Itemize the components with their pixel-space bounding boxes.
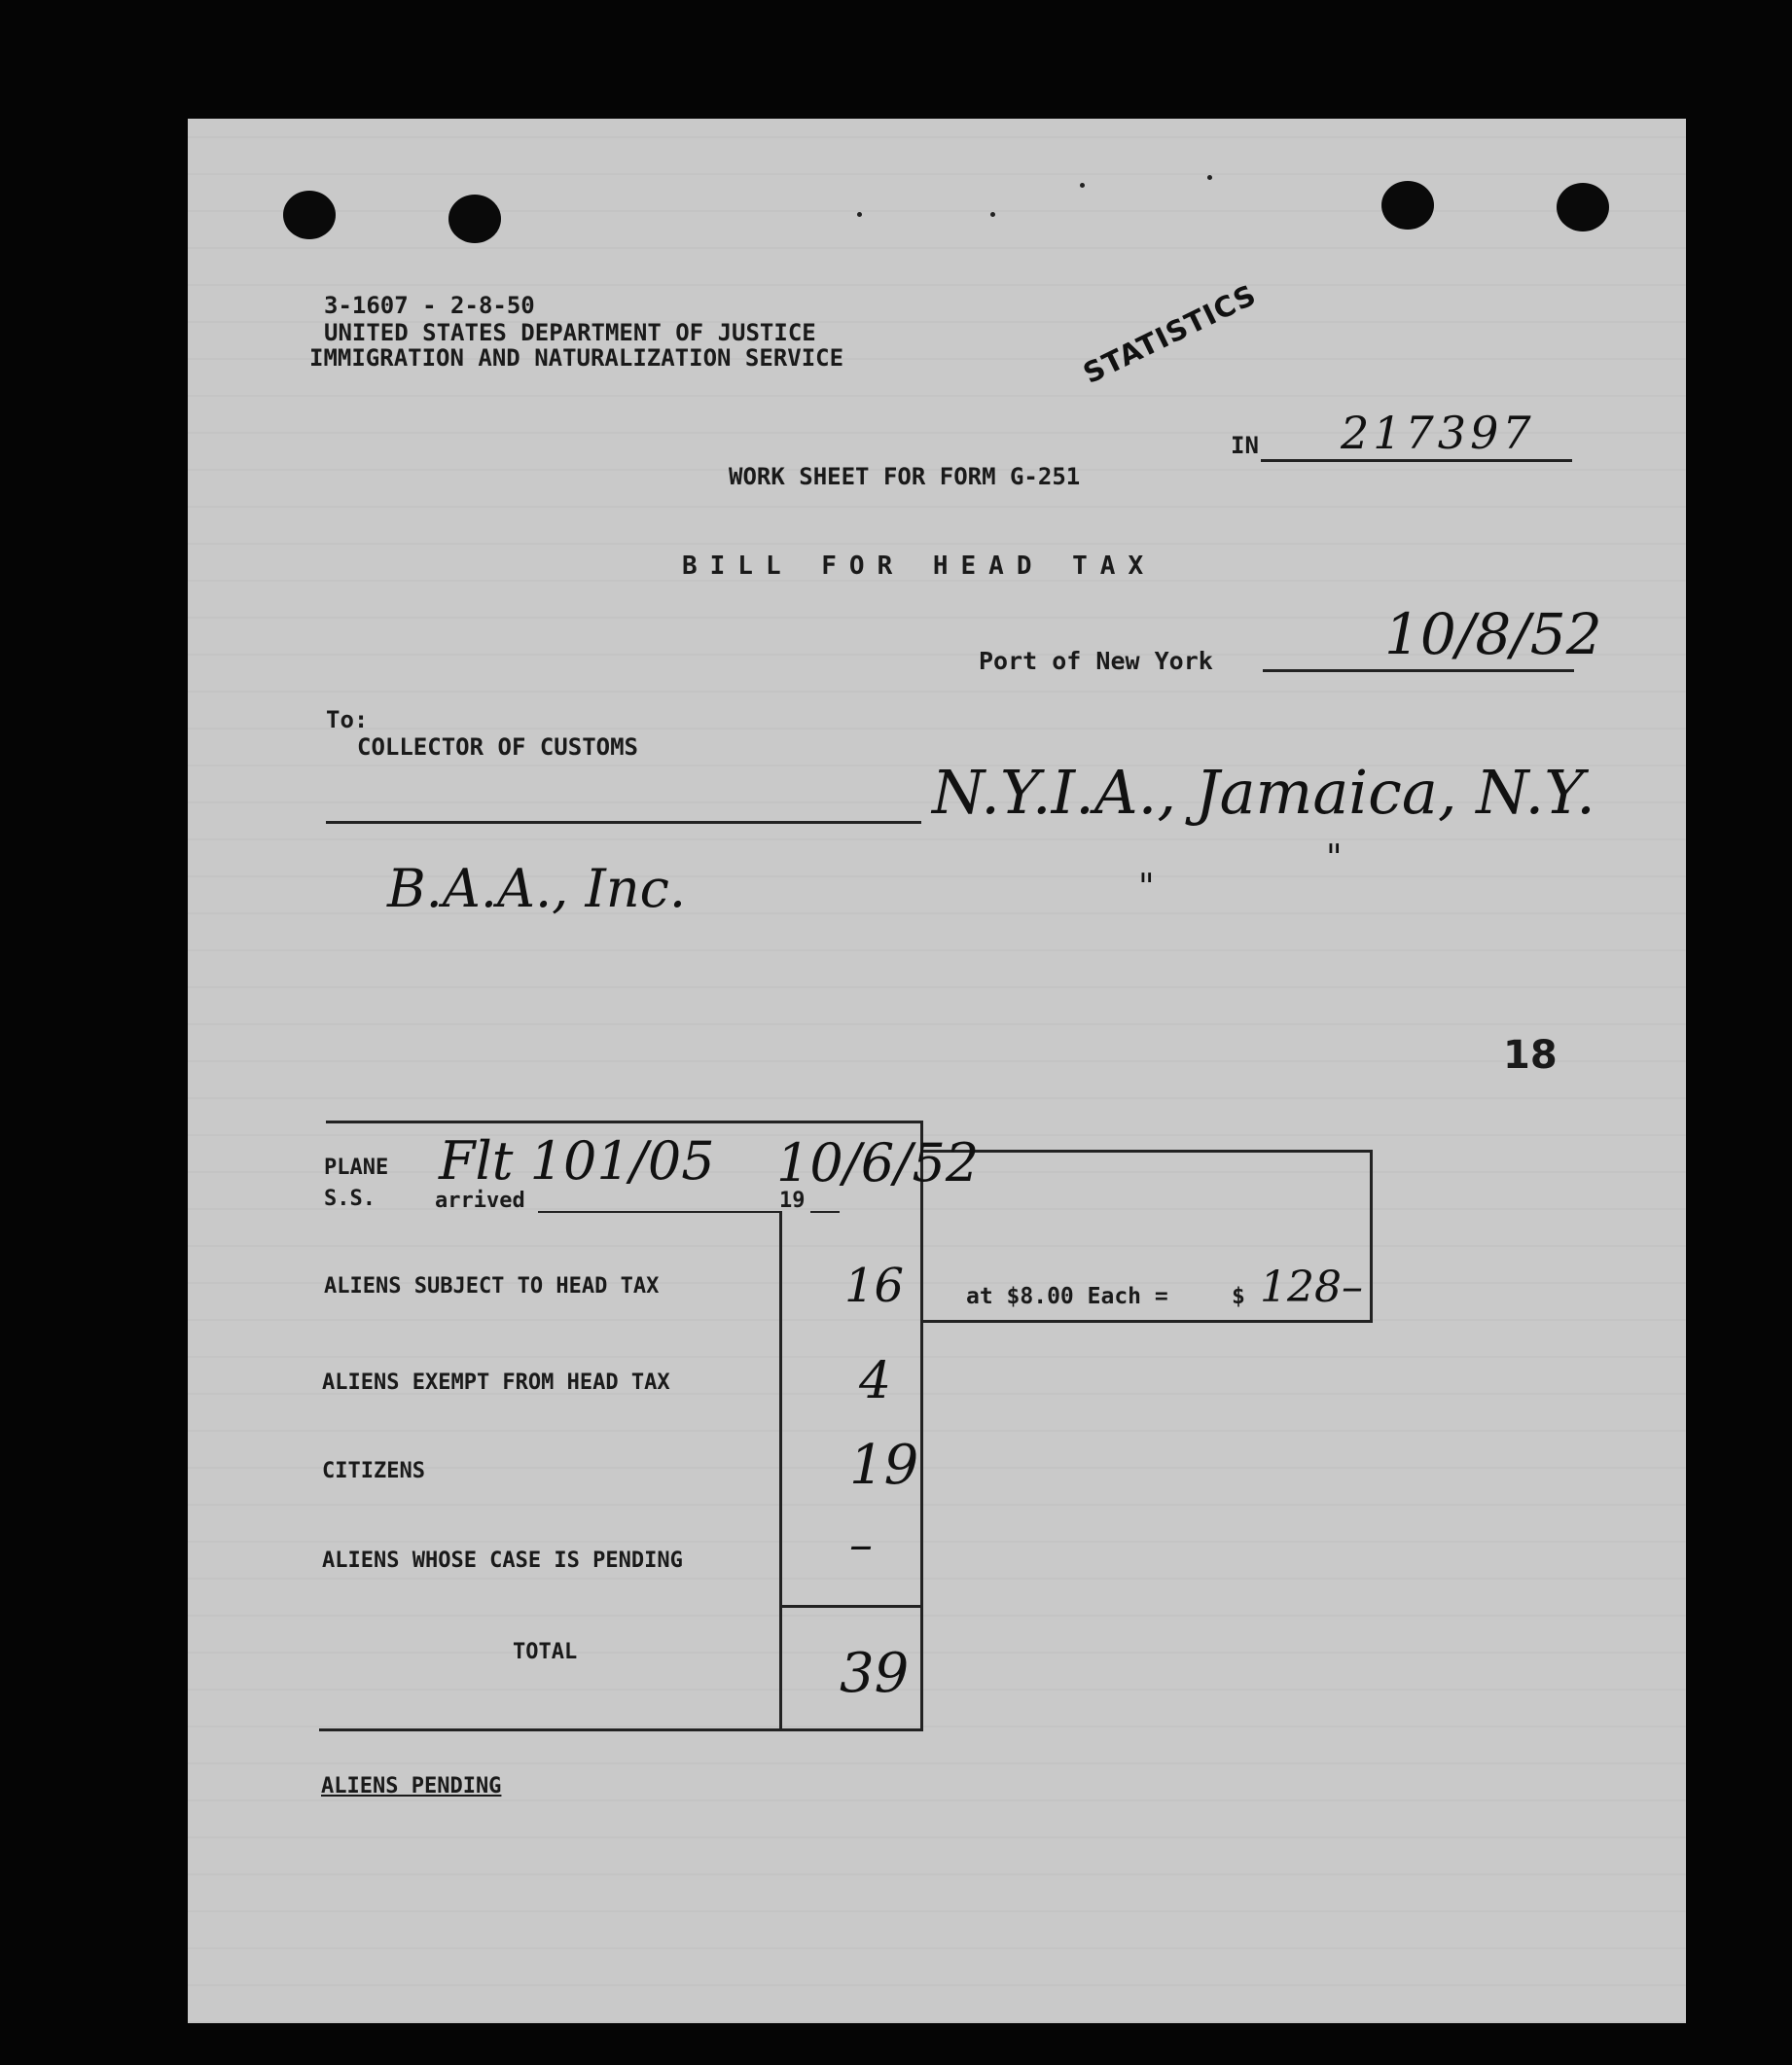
row-label-subject: ALIENS SUBJECT TO HEAD TAX <box>324 1274 660 1299</box>
flight-number-handwritten: Flt 101/05 <box>439 1130 715 1192</box>
speck <box>857 212 862 217</box>
worksheet-page <box>188 119 1686 2023</box>
rate-text: at $8.00 Each = <box>966 1284 1168 1309</box>
bill-title: BILL FOR HEAD TAX <box>682 552 1157 581</box>
table-top-rule <box>326 1121 923 1123</box>
punch-hole <box>283 191 336 239</box>
worksheet-title: WORK SHEET FOR FORM G-251 <box>729 463 1081 490</box>
row-value-exempt: 4 <box>859 1352 892 1410</box>
carrier-handwritten: B.A.A., Inc. <box>387 858 687 919</box>
arrival-date-handwritten: 10/6/52 <box>776 1132 980 1193</box>
currency-symbol: $ <box>1232 1284 1245 1309</box>
statistics-stamp: STATISTICS <box>1078 277 1262 390</box>
table-right-rule <box>920 1121 923 1731</box>
year-underline <box>810 1211 840 1213</box>
row-value-pending: – <box>849 1517 873 1572</box>
arrived-label: arrived <box>435 1189 525 1213</box>
in-number-underline <box>1261 459 1572 462</box>
in-label: IN <box>1231 432 1259 459</box>
collector-label: COLLECTOR OF CUSTOMS <box>357 733 638 761</box>
rate-box-top <box>923 1150 1372 1153</box>
row-label-pending: ALIENS WHOSE CASE IS PENDING <box>322 1549 683 1573</box>
row-label-citizens: CITIZENS <box>322 1459 425 1483</box>
port-date-underline <box>1263 669 1574 672</box>
location-handwritten: N.Y.I.A., Jamaica, N.Y. <box>932 757 1595 828</box>
row-value-citizens: 19 <box>849 1434 919 1497</box>
total-rule <box>781 1605 923 1608</box>
in-number-handwritten: 217397 <box>1341 407 1535 459</box>
tax-amount-handwritten: 128– <box>1260 1263 1363 1312</box>
port-label: Port of New York <box>979 647 1213 675</box>
total-value: 39 <box>840 1642 910 1705</box>
form-code: 3-1607 - 2-8-50 <box>324 292 535 319</box>
addressee-underline <box>326 821 921 824</box>
arrival-underline <box>538 1211 779 1213</box>
aliens-pending-label: ALIENS PENDING <box>321 1774 502 1798</box>
to-label: To: <box>326 706 369 733</box>
ditto-mark: " <box>1326 838 1343 878</box>
plane-label: PLANE <box>324 1156 389 1180</box>
page-number: 18 <box>1503 1033 1558 1078</box>
rate-box-right <box>1370 1150 1373 1323</box>
speck <box>990 212 995 217</box>
punch-hole <box>1381 181 1434 230</box>
year-prefix: 19 <box>779 1189 806 1213</box>
port-date-handwritten: 10/8/52 <box>1384 601 1602 667</box>
service-name: IMMIGRATION AND NATURALIZATION SERVICE <box>309 344 844 372</box>
rate-box-bottom <box>923 1320 1373 1323</box>
total-label: TOTAL <box>513 1640 578 1664</box>
row-label-exempt: ALIENS EXEMPT FROM HEAD TAX <box>322 1371 670 1395</box>
row-value-subject: 16 <box>844 1259 905 1313</box>
speck <box>1080 183 1085 188</box>
speck <box>1207 175 1212 180</box>
ss-label: S.S. <box>324 1187 376 1211</box>
ditto-mark: " <box>1138 868 1155 908</box>
table-bottom-rule <box>319 1728 923 1731</box>
value-column-rule <box>779 1211 782 1731</box>
punch-hole <box>448 195 501 243</box>
punch-hole <box>1557 183 1609 231</box>
department-name: UNITED STATES DEPARTMENT OF JUSTICE <box>324 319 816 346</box>
